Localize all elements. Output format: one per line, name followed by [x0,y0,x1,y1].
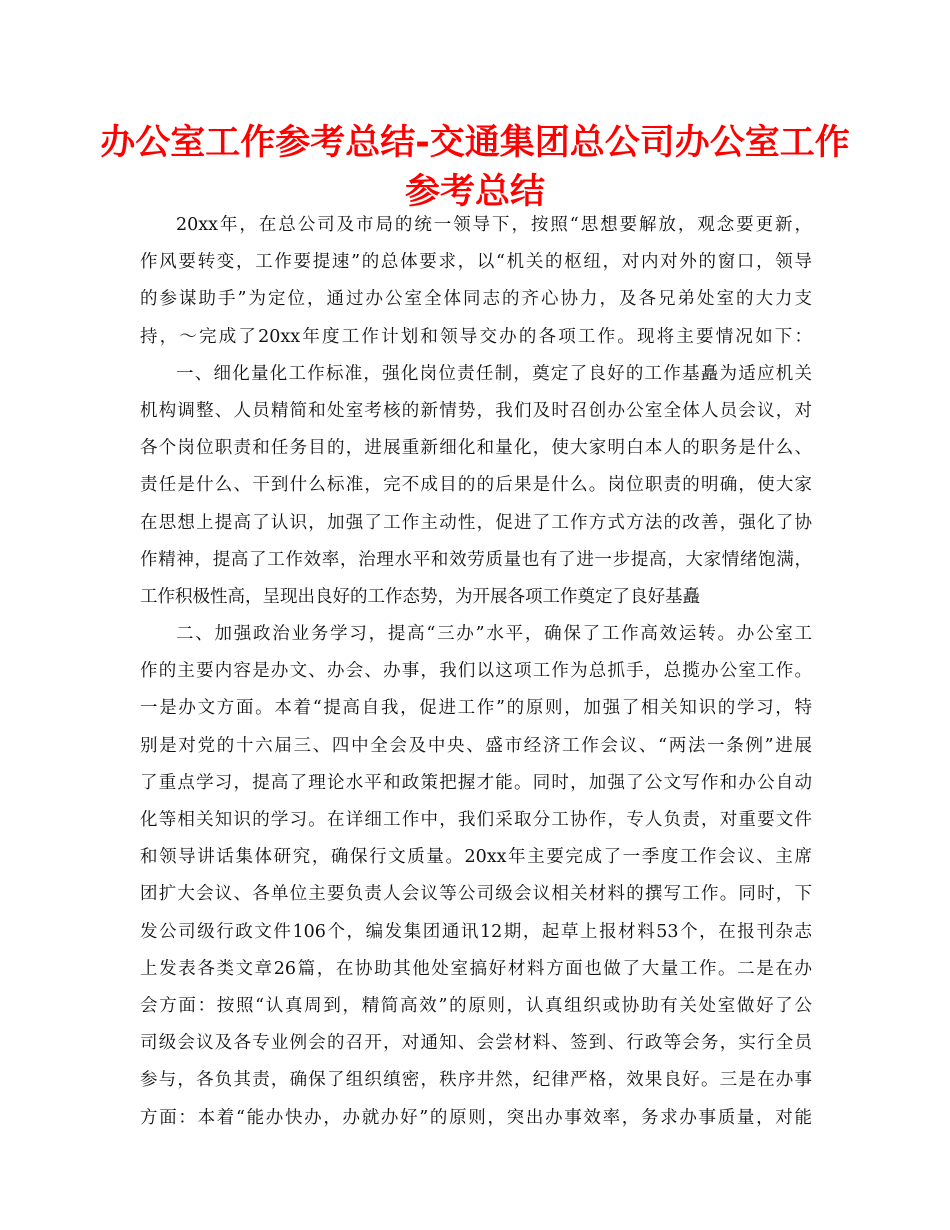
body-line: 的参谋助手”为定位，通过办公室全体同志的齐心协力，及各兄弟处室的大力支 [140,289,812,310]
body-line: 会方面：按照“认真周到，精简高效”的原则，认真组织或协助有关处室做好了公 [140,995,812,1016]
body-line: 20xx年，在总公司及市局的统一领导下，按照“思想要解放，观念要更新， [176,215,812,235]
body-line: 了重点学习，提高了理论水平和政策把握才能。同时，加强了公文写作和办公自动 [140,772,812,793]
body-line: 在思想上提高了认识，加强了工作主动性，促进了工作方式方法的改善，强化了协 [140,512,812,533]
body-line: 参与，各负其责，确保了组织缜密，秩序井然，纪律严格，效果良好。三是在办事 [140,1070,812,1091]
body-line: 作风要转变，工作要提速”的总体要求，以“机关的枢纽，对内对外的窗口，领导 [140,252,812,273]
body-line: 各个岗位职责和任务目的，进展重新细化和量化，使大家明白本人的职务是什么、 [140,438,812,459]
body-line: 持，～完成了20xx年度工作计划和领导交办的各项工作。现将主要情况如下： [140,326,812,347]
body-line: 司级会议及各专业例会的召开，对通知、会尝材料、签到、行政等会务，实行全员 [140,1033,812,1054]
body-line: 作的主要内容是办文、办会、办事，我们以这项工作为总抓手，总揽办公室工作。 [140,661,812,682]
body-line: 和领导讲话集体研究，确保行文质量。20xx年主要完成了一季度工作会议、主席 [140,847,812,868]
body-line: 机构调整、人员精简和处室考核的新情势，我们及时召创办公室全体人员会议，对 [140,400,812,421]
body-line: 团扩大会议、各单位主要负责人会议等公司级会议相关材料的撰写工作。同时，下 [140,884,812,905]
body-line: 工作积极性高，呈现出良好的工作态势，为开展各项工作奠定了良好基矗 [140,586,700,607]
body-line: 上发表各类文章26篇，在协助其他处室搞好材料方面也做了大量工作。二是在办 [140,958,812,979]
body-line: 一是办文方面。本着“提高自我，促进工作”的原则，加强了相关知识的学习，特 [140,698,812,719]
body-line: 化等相关知识的学习。在详细工作中，我们采取分工协作，专人负责，对重要文件 [140,810,812,830]
body-line: 发公司级行政文件106个，编发集团通讯12期，起草上报材料53个，在报刊杂志 [140,921,812,942]
body-line: 别是对党的十六届三、四中全会及中央、盛市经济工作会议、“两法一条例”进展 [140,735,812,756]
body-line: 二、加强政治业务学习，提高“三办”水平，确保了工作高效运转。办公室工 [176,624,812,645]
document-title-line-2: 参考总结 [404,172,545,212]
body-line: 方面：本着“能办快办，办就办好”的原则，突出办事效率，务求办事质量，对能 [140,1107,812,1128]
body-line: 一、细化量化工作标准，强化岗位责任制，奠定了良好的工作基矗为适应机关 [176,363,812,384]
document-body [140,207,812,1137]
body-line: 作精神，提高了工作效率，治理水平和效劳质量也有了进一步提高，大家情绪饱满， [140,549,812,570]
document-title-line-1: 办公室工作参考总结-交通集团总公司办公室工作 [100,123,850,163]
body-line: 责任是什么、干到什么标准，完不成目的的后果是什么。岗位职责的明确，使大家 [140,475,812,496]
